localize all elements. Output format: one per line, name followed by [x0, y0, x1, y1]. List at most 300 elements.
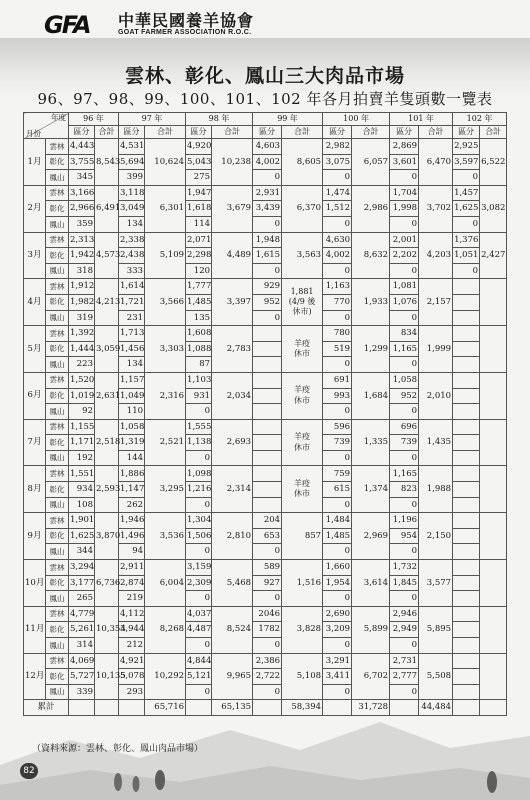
region-label: 彰化 [46, 435, 69, 451]
month-total-cell: 3,536 [145, 513, 186, 560]
count-cell: 1,625 [69, 528, 95, 544]
count-cell: 0 [453, 170, 480, 186]
count-cell: 0 [323, 357, 352, 373]
table-row [24, 606, 507, 622]
blank-cell [390, 700, 419, 716]
count-cell: 1,777 [186, 279, 212, 295]
count-cell [253, 326, 282, 342]
region-label: 彰化 [46, 201, 69, 217]
month-total-cell: 4,213 [95, 279, 119, 326]
table-subtitle: 96、97、98、99、100、101、102 年各月拍賣羊隻頭數一覽表 [37, 90, 493, 108]
region-label: 鳳山 [46, 684, 69, 700]
count-cell: 3,411 [323, 669, 352, 685]
count-cell [253, 419, 282, 435]
blank-cell [453, 700, 480, 716]
count-cell: 934 [69, 482, 95, 498]
month-total-cell: 3,303 [145, 326, 186, 373]
month-total-cell: 2,521 [145, 419, 186, 466]
month-total-cell: 8,632 [352, 232, 390, 279]
count-cell: 0 [390, 310, 419, 326]
month-total-cell: 1,299 [352, 326, 390, 373]
count-cell: 2,298 [186, 248, 212, 264]
blank-cell [323, 700, 352, 716]
count-cell: 1,392 [69, 326, 95, 342]
count-cell: 0 [186, 591, 212, 607]
month-total-cell [480, 513, 507, 560]
month-total-cell: 5,899 [352, 606, 390, 653]
month-total-cell: 5,468 [212, 560, 253, 607]
count-cell: 339 [69, 684, 95, 700]
count-cell: 4,844 [186, 653, 212, 669]
month-total-cell: 6,004 [145, 560, 186, 607]
count-cell: 1,845 [390, 575, 419, 591]
month-label: 6月 [24, 372, 46, 419]
region-label: 鳳山 [46, 216, 69, 232]
count-cell: 0 [253, 591, 282, 607]
total-col-header: 合計 [95, 126, 119, 139]
count-cell: 929 [253, 279, 282, 295]
page-number: 82 [20, 763, 38, 779]
month-total-cell: 1,335 [352, 419, 390, 466]
count-cell [453, 669, 480, 685]
count-cell: 1,376 [453, 232, 480, 248]
count-cell: 120 [186, 263, 212, 279]
region-label: 鳳山 [46, 497, 69, 513]
table-row [24, 513, 507, 529]
count-cell: 4,002 [253, 154, 282, 170]
month-total-cell: 10,238 [212, 139, 253, 186]
count-cell [453, 544, 480, 560]
count-cell: 2,722 [253, 669, 282, 685]
month-total-cell: 2,314 [212, 466, 253, 513]
count-cell [253, 372, 282, 388]
month-total-cell: 羊疫 休市 [282, 326, 323, 373]
count-cell: 1,165 [390, 466, 419, 482]
count-cell: 759 [323, 466, 352, 482]
count-cell: 1,076 [390, 294, 419, 310]
region-label: 雲林 [46, 606, 69, 622]
region-label: 彰化 [46, 154, 69, 170]
count-cell: 0 [453, 216, 480, 232]
region-label: 鳳山 [46, 170, 69, 186]
count-cell [453, 466, 480, 482]
count-cell: 0 [253, 216, 282, 232]
goat-association-logo: GFA [44, 11, 90, 39]
month-total-cell: 4,573 [95, 232, 119, 279]
month-total-cell: 2,150 [419, 513, 453, 560]
month-total-cell: 羊疫 休市 [282, 372, 323, 419]
month-total-cell: 1,435 [419, 419, 453, 466]
count-cell: 3,209 [323, 622, 352, 638]
count-cell: 275 [186, 170, 212, 186]
month-total-cell: 3,828 [282, 606, 323, 653]
count-cell: 1,103 [186, 372, 212, 388]
count-cell: 0 [186, 497, 212, 513]
month-total-cell: 5,108 [282, 653, 323, 700]
count-cell: 1,058 [119, 419, 145, 435]
month-total-cell [480, 560, 507, 607]
count-cell: 2,777 [390, 669, 419, 685]
count-cell: 691 [323, 372, 352, 388]
count-cell: 1,506 [186, 528, 212, 544]
count-cell: 596 [323, 419, 352, 435]
cumulative-label: 累計 [24, 700, 69, 716]
count-cell: 3,601 [390, 154, 419, 170]
year-header: 101 年 [390, 113, 453, 126]
month-total-cell: 4,489 [212, 232, 253, 279]
month-total-cell: 2,518 [95, 419, 119, 466]
count-cell: 134 [119, 216, 145, 232]
count-cell: 1,484 [323, 513, 352, 529]
count-cell: 1,942 [69, 248, 95, 264]
region-col-header: 區分 [69, 126, 95, 139]
count-cell: 1,512 [323, 201, 352, 217]
count-cell: 192 [69, 450, 95, 466]
region-label: 鳳山 [46, 263, 69, 279]
total-col-header: 合計 [480, 126, 507, 139]
count-cell: 3,755 [69, 154, 95, 170]
table-row [24, 279, 507, 295]
count-cell [453, 482, 480, 498]
count-cell: 0 [186, 684, 212, 700]
count-cell: 0 [390, 263, 419, 279]
count-cell: 1,713 [119, 326, 145, 342]
total-col-header: 合計 [212, 126, 253, 139]
cumulative-total: 58,394 [282, 700, 323, 716]
region-col-header: 區分 [453, 126, 480, 139]
month-total-cell [480, 466, 507, 513]
count-cell: 3,177 [69, 575, 95, 591]
count-cell: 4,603 [253, 139, 282, 155]
count-cell: 0 [186, 638, 212, 654]
table-row [24, 419, 507, 435]
month-label: 4月 [24, 279, 46, 326]
total-col-header: 合計 [352, 126, 390, 139]
region-label: 雲林 [46, 653, 69, 669]
count-cell: 2,386 [253, 653, 282, 669]
year-header: 97 年 [119, 113, 186, 126]
count-cell: 1782 [253, 622, 282, 638]
count-cell: 615 [323, 482, 352, 498]
count-cell: 2,911 [119, 560, 145, 576]
month-total-cell: 5,109 [145, 232, 186, 279]
count-cell: 0 [323, 497, 352, 513]
count-cell [453, 513, 480, 529]
month-total-cell: 2,783 [212, 326, 253, 373]
month-label: 9月 [24, 513, 46, 560]
org-name-en: GOAT FARMER ASSOCIATION R.O.C. [118, 28, 252, 36]
count-cell: 1,098 [186, 466, 212, 482]
count-cell: 3,597 [453, 154, 480, 170]
month-total-cell: 1,999 [419, 326, 453, 373]
count-cell: 2046 [253, 606, 282, 622]
region-label: 雲林 [46, 560, 69, 576]
count-cell [453, 622, 480, 638]
month-label: 12月 [24, 653, 46, 700]
cumulative-total [95, 700, 119, 716]
count-cell: 4,531 [119, 139, 145, 155]
count-cell: 399 [119, 170, 145, 186]
month-total-cell: 6,702 [352, 653, 390, 700]
count-cell [453, 497, 480, 513]
count-cell: 1,171 [69, 435, 95, 451]
count-cell: 1,520 [69, 372, 95, 388]
region-label: 彰化 [46, 388, 69, 404]
count-cell: 2,931 [253, 185, 282, 201]
month-total-cell: 6,301 [145, 185, 186, 232]
auction-table [23, 112, 507, 716]
region-label: 雲林 [46, 419, 69, 435]
region-col-header: 區分 [390, 126, 419, 139]
count-cell: 993 [323, 388, 352, 404]
month-total-cell: 2,034 [212, 372, 253, 419]
month-total-cell: 6,736 [95, 560, 119, 607]
region-label: 雲林 [46, 513, 69, 529]
count-cell: 4,069 [69, 653, 95, 669]
count-cell: 2,338 [119, 232, 145, 248]
month-label: 2月 [24, 185, 46, 232]
association-header [44, 8, 254, 40]
month-total-cell: 3,566 [145, 279, 186, 326]
region-label: 鳳山 [46, 357, 69, 373]
month-total-cell: 3,563 [282, 232, 323, 279]
count-cell: 4,920 [186, 139, 212, 155]
count-cell: 0 [390, 450, 419, 466]
count-cell: 696 [390, 419, 419, 435]
month-total-cell: 4,203 [419, 232, 453, 279]
count-cell: 0 [253, 263, 282, 279]
count-cell: 739 [390, 435, 419, 451]
month-total-cell: 857 [282, 513, 323, 560]
table-row [24, 372, 507, 388]
count-cell: 262 [119, 497, 145, 513]
cumulative-row [24, 700, 507, 716]
month-total-cell: 6,370 [282, 185, 323, 232]
month-total-cell: 2,631 [95, 372, 119, 419]
month-total-cell: 1,933 [352, 279, 390, 326]
region-col-header: 區分 [253, 126, 282, 139]
count-cell [453, 528, 480, 544]
count-cell: 1,138 [186, 435, 212, 451]
month-label: 11月 [24, 606, 46, 653]
count-cell: 359 [69, 216, 95, 232]
count-cell [253, 482, 282, 498]
month-total-cell: 6,057 [352, 139, 390, 186]
count-cell: 212 [119, 638, 145, 654]
count-cell: 931 [186, 388, 212, 404]
count-cell: 1,049 [119, 388, 145, 404]
count-cell [453, 638, 480, 654]
region-label: 彰化 [46, 528, 69, 544]
count-cell: 2,202 [390, 248, 419, 264]
month-total-cell: 1,988 [419, 466, 453, 513]
month-label: 5月 [24, 326, 46, 373]
count-cell: 589 [253, 560, 282, 576]
count-cell: 135 [186, 310, 212, 326]
count-cell: 3,439 [253, 201, 282, 217]
count-cell: 223 [69, 357, 95, 373]
count-cell: 5,261 [69, 622, 95, 638]
region-label: 彰化 [46, 341, 69, 357]
month-total-cell: 羊疫 休市 [282, 419, 323, 466]
month-total-cell: 6,470 [419, 139, 453, 186]
month-total-cell: 3,295 [145, 466, 186, 513]
year-header: 99 年 [253, 113, 323, 126]
table-row [24, 466, 507, 482]
count-cell: 2,001 [390, 232, 419, 248]
region-label: 彰化 [46, 575, 69, 591]
count-cell [453, 606, 480, 622]
month-total-cell: 3,059 [95, 326, 119, 373]
count-cell: 94 [119, 544, 145, 560]
month-total-cell: 6,522 [480, 139, 507, 186]
count-cell: 4,112 [119, 606, 145, 622]
month-total-cell: 8,268 [145, 606, 186, 653]
month-total-cell: 1,516 [282, 560, 323, 607]
count-cell: 1,618 [186, 201, 212, 217]
count-cell: 344 [69, 544, 95, 560]
count-cell: 1,901 [69, 513, 95, 529]
count-cell: 1,555 [186, 419, 212, 435]
count-cell: 739 [323, 435, 352, 451]
blank-cell [119, 700, 145, 716]
blank-cell [253, 700, 282, 716]
count-cell: 1,165 [390, 341, 419, 357]
month-total-cell: 3,870 [95, 513, 119, 560]
count-cell: 3,049 [119, 201, 145, 217]
count-cell: 1,051 [453, 248, 480, 264]
count-cell: 1,625 [453, 201, 480, 217]
region-label: 彰化 [46, 622, 69, 638]
table-row [24, 139, 507, 155]
count-cell: 144 [119, 450, 145, 466]
count-cell: 4,443 [69, 139, 95, 155]
count-cell: 1,982 [69, 294, 95, 310]
month-total-cell: 2,010 [419, 372, 453, 419]
count-cell: 0 [390, 591, 419, 607]
count-cell: 1,721 [119, 294, 145, 310]
count-cell: 3,166 [69, 185, 95, 201]
count-cell: 0 [390, 357, 419, 373]
count-cell: 3,294 [69, 560, 95, 576]
count-cell: 1,216 [186, 482, 212, 498]
count-cell [253, 404, 282, 420]
count-cell [253, 435, 282, 451]
month-total-cell: 10,135 [95, 653, 119, 700]
count-cell: 780 [323, 326, 352, 342]
count-cell: 0 [186, 450, 212, 466]
year-header: 98 年 [186, 113, 253, 126]
count-cell [253, 466, 282, 482]
month-total-cell: 1,684 [352, 372, 390, 419]
count-cell: 5,694 [119, 154, 145, 170]
count-cell: 1,485 [323, 528, 352, 544]
region-label: 鳳山 [46, 591, 69, 607]
count-cell: 2,966 [69, 201, 95, 217]
count-cell: 3,291 [323, 653, 352, 669]
corner-month: 月份 [26, 128, 41, 138]
count-cell [453, 575, 480, 591]
count-cell [453, 326, 480, 342]
count-cell [253, 341, 282, 357]
cumulative-total: 65,135 [212, 700, 253, 716]
count-cell: 927 [253, 575, 282, 591]
count-cell: 5,121 [186, 669, 212, 685]
month-total-cell: 羊疫 休市 [282, 466, 323, 513]
count-cell: 345 [69, 170, 95, 186]
count-cell: 952 [253, 294, 282, 310]
corner-year: 年度 [51, 113, 66, 122]
count-cell: 1,163 [323, 279, 352, 295]
month-total-cell: 2,427 [480, 232, 507, 279]
month-label: 1月 [24, 139, 46, 186]
month-total-cell: 5,895 [419, 606, 453, 653]
count-cell: 0 [253, 544, 282, 560]
count-cell: 0 [390, 497, 419, 513]
count-cell [253, 450, 282, 466]
month-total-cell [480, 279, 507, 326]
month-total-cell [480, 653, 507, 700]
count-cell: 5,078 [119, 669, 145, 685]
count-cell: 1,157 [119, 372, 145, 388]
count-cell: 4,779 [69, 606, 95, 622]
count-cell: 770 [323, 294, 352, 310]
count-cell: 1,019 [69, 388, 95, 404]
count-cell: 134 [119, 357, 145, 373]
region-label: 彰化 [46, 482, 69, 498]
month-total-cell: 3,577 [419, 560, 453, 607]
blank-cell [69, 700, 95, 716]
count-cell: 114 [186, 216, 212, 232]
count-cell [253, 497, 282, 513]
total-col-header: 合計 [282, 126, 323, 139]
region-label: 雲林 [46, 232, 69, 248]
month-total-cell [480, 372, 507, 419]
month-total-cell: 2,693 [212, 419, 253, 466]
count-cell: 0 [323, 450, 352, 466]
month-total-cell: 9,965 [212, 653, 253, 700]
total-col-header: 合計 [419, 126, 453, 139]
month-total-cell: 6,491 [95, 185, 119, 232]
data-source-note: （資料來源：雲林、彰化、鳳山肉品市場） [32, 744, 204, 754]
count-cell: 219 [119, 591, 145, 607]
count-cell: 1,608 [186, 326, 212, 342]
year-header: 102 年 [453, 113, 507, 126]
count-cell: 1,886 [119, 466, 145, 482]
count-cell: 1,155 [69, 419, 95, 435]
count-cell: 231 [119, 310, 145, 326]
count-cell: 2,982 [323, 139, 352, 155]
region-label: 鳳山 [46, 544, 69, 560]
region-label: 彰化 [46, 294, 69, 310]
month-total-cell: 3,702 [419, 185, 453, 232]
count-cell: 0 [323, 216, 352, 232]
count-cell: 4,037 [186, 606, 212, 622]
page-title: 雲林、彰化、鳳山三大肉品市場 [124, 65, 405, 87]
region-label: 彰化 [46, 669, 69, 685]
count-cell: 3,118 [119, 185, 145, 201]
region-label: 雲林 [46, 139, 69, 155]
count-cell: 834 [390, 326, 419, 342]
cumulative-total: 65,716 [145, 700, 186, 716]
count-cell: 3,944 [119, 622, 145, 638]
count-cell: 1,088 [186, 341, 212, 357]
month-total-cell [480, 606, 507, 653]
count-cell [453, 294, 480, 310]
year-header: 100 年 [323, 113, 390, 126]
count-cell: 2,946 [390, 606, 419, 622]
cumulative-total [480, 700, 507, 716]
